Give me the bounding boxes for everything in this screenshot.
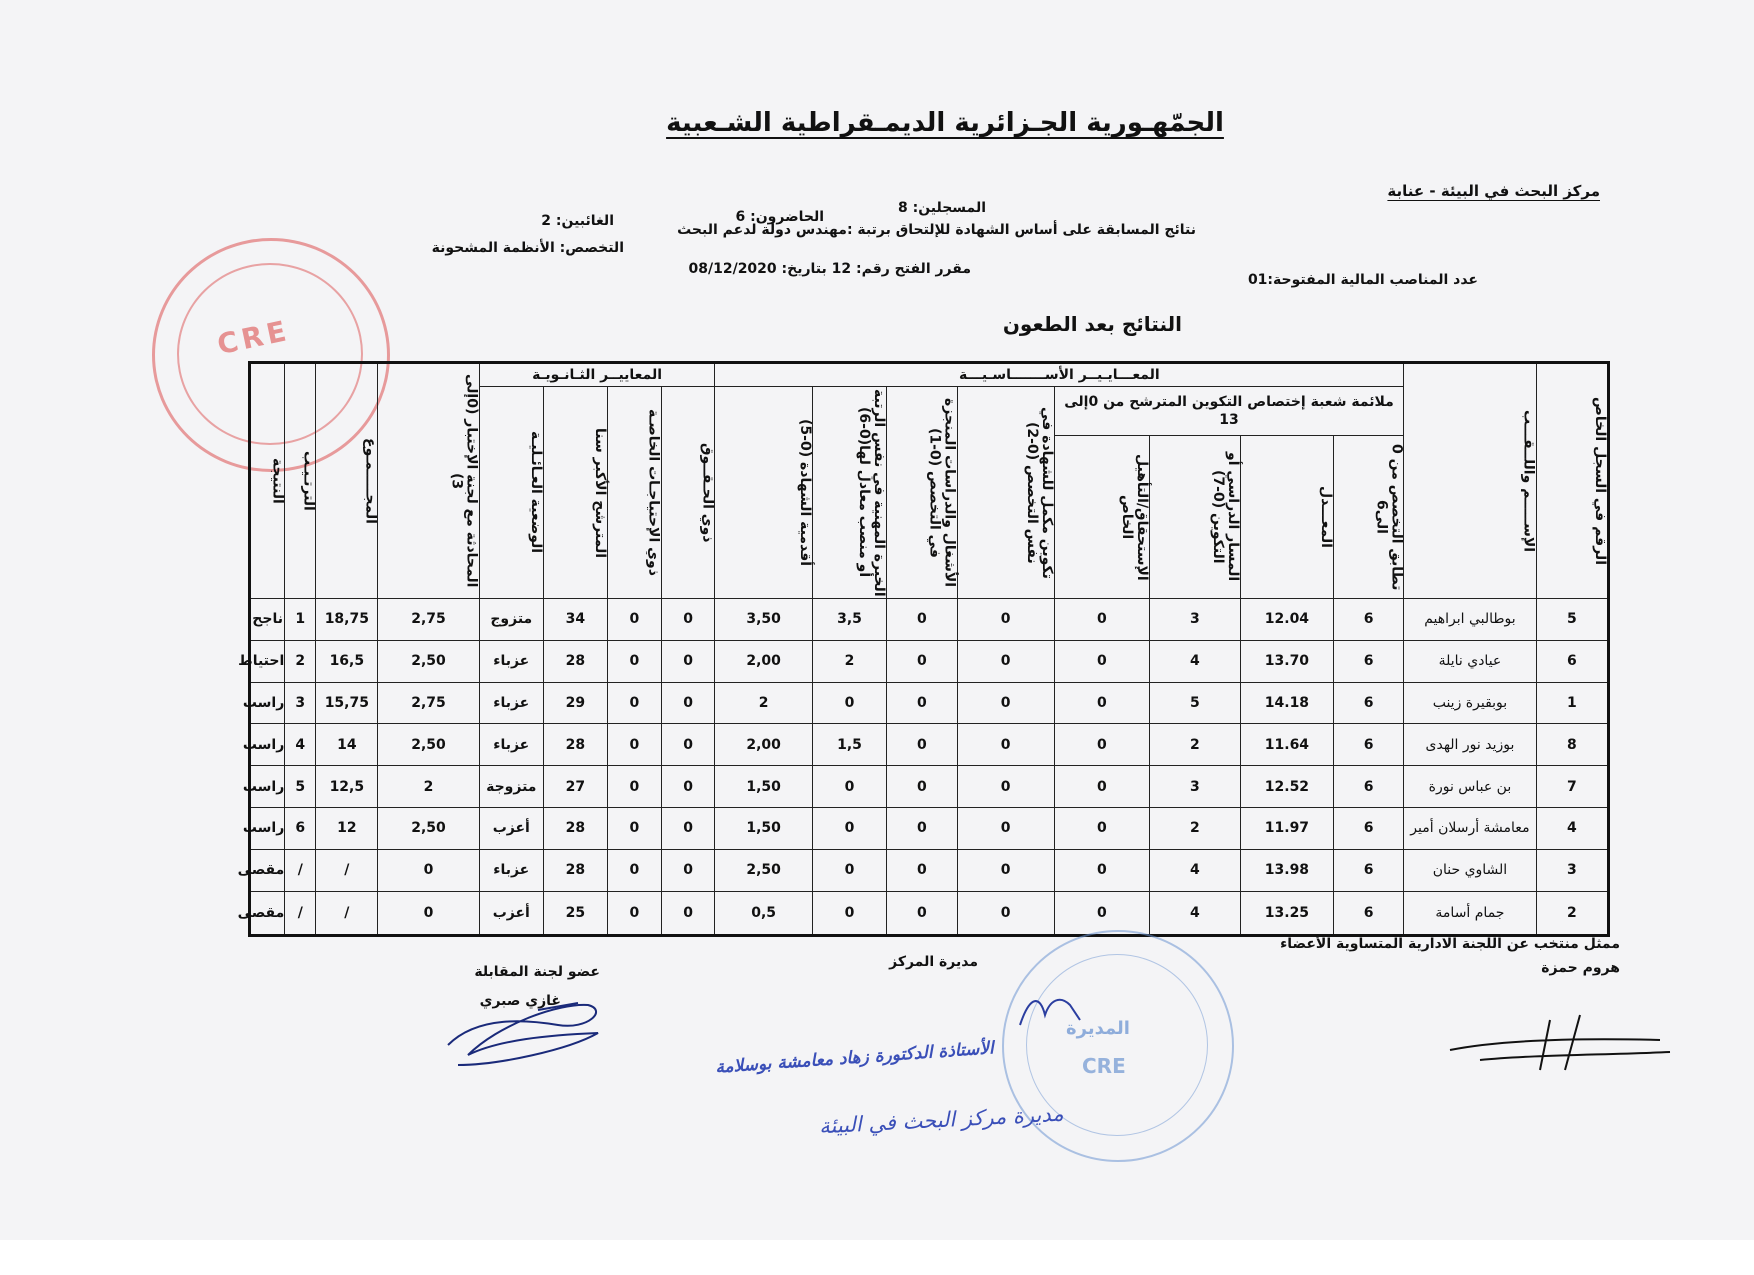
row-age: 25 [543,891,607,935]
present-count: الحاضرون: 6 [735,209,824,225]
row-seniority: 2,00 [715,640,812,682]
header-experience: الخبرة المهنية في نفس الرتبة أو منصب معادل لها(0-6) [812,387,886,599]
results-subtitle: النتائج بعد الطعون [1002,312,1182,336]
row-average: 13.25 [1240,891,1333,935]
row-interview: 2 [378,766,479,808]
row-reg-no: 4 [1536,808,1608,850]
header-family: الوضعية العـائـليـة [479,387,543,599]
row-reg-no: 7 [1536,766,1608,808]
row-total: 12 [316,808,378,850]
header-interview: المحادثة مع لجنة الإختبار (0إلى 3) [378,363,479,599]
row-name: بوبقيرة زينب [1404,682,1536,724]
row-path: 4 [1149,640,1240,682]
jury-name: غازي صبري [479,993,561,1009]
row-family: عزباء [479,682,543,724]
republic-title: الجمّهـورية الجـزائرية الديمـقراطية الشـعبية [666,108,1224,138]
row-experience: 0 [812,891,886,935]
row-seniority: 2,00 [715,724,812,766]
row-training: 0 [957,599,1054,641]
row-path: 5 [1149,682,1240,724]
row-special-needs: 0 [607,849,661,891]
director-title-ink: مديرة مركز البحث في البيئة [818,1101,1065,1139]
row-path: 4 [1149,891,1240,935]
row-rank: / [285,849,316,891]
row-training: 0 [957,766,1054,808]
row-name: بوطالبي ابراهيم [1404,599,1536,641]
row-works: 0 [887,640,957,682]
row-interview: 0 [378,849,479,891]
header-extra: الإستحقاق/التأهيل الخاص [1054,436,1149,599]
row-reg-no: 3 [1536,849,1608,891]
row-rank: 6 [285,808,316,850]
row-family: عزباء [479,724,543,766]
row-match: 6 [1333,891,1403,935]
header-special-needs: ذوي الإحتياجـات الخاصـة [607,387,661,599]
row-reg-no: 2 [1536,891,1608,935]
row-interview: 2,50 [378,724,479,766]
table-row [250,891,1609,935]
row-result: مقصى [250,849,285,891]
row-extra: 0 [1054,808,1149,850]
row-training: 0 [957,891,1054,935]
row-age: 27 [543,766,607,808]
row-path: 2 [1149,808,1240,850]
row-experience: 2 [812,640,886,682]
row-reg-no: 6 [1536,640,1608,682]
row-match: 6 [1333,640,1403,682]
row-training: 0 [957,682,1054,724]
row-total: 14 [316,724,378,766]
row-rank: 1 [285,599,316,641]
row-name: جمام أسامة [1404,891,1536,935]
header-secondary-criteria: المعاييــر الثـانـويـة [479,363,715,387]
row-average: 11.97 [1240,808,1333,850]
header-oldest: المترشح الأكبر سنا [543,387,607,599]
row-special-needs: 0 [607,891,661,935]
row-path: 2 [1149,724,1240,766]
director-title: مديرة المركز [889,954,978,970]
open-positions: عدد المناصب المالية المفتوحة:01 [1247,272,1478,288]
row-family: أعزب [479,891,543,935]
row-result: ناجح [250,599,285,641]
row-seniority: 3,50 [715,599,812,641]
table-row [250,808,1609,850]
member-name: هروم حمزة [1541,960,1620,976]
header-path: المسار الدراسي أو التكوين (0-7) [1149,436,1240,599]
row-interview: 2,50 [378,640,479,682]
header-training: تكوين مكمل للشهادة في نفس التخصص (0-2) [957,387,1054,599]
results-description: نتائج المسابقة على أساس الشهادة للإلتحاق برتبة :مهندس دولة لدعم البحث [677,222,1196,238]
director-signature [1010,985,1090,1035]
row-special-needs: 0 [607,724,661,766]
row-total: 18,75 [316,599,378,641]
row-training: 0 [957,724,1054,766]
row-seniority: 2 [715,682,812,724]
row-age: 34 [543,599,607,641]
row-works: 0 [887,682,957,724]
row-training: 0 [957,808,1054,850]
row-age: 29 [543,682,607,724]
row-rights: 0 [661,766,715,808]
row-total: / [316,849,378,891]
header-basic-criteria: المعـــايـيــر الأســـــــاسـيـــة [715,363,1404,387]
row-extra: 0 [1054,891,1149,935]
center-name: مركز البحث في البيئة - عنابة [1387,182,1600,200]
row-rights: 0 [661,599,715,641]
table-row [250,640,1609,682]
row-experience: 0 [812,849,886,891]
table-row [250,682,1609,724]
scan-bottom-margin [0,1240,1754,1275]
row-extra: 0 [1054,599,1149,641]
row-experience: 0 [812,808,886,850]
row-match: 6 [1333,849,1403,891]
row-age: 28 [543,724,607,766]
row-match: 6 [1333,808,1403,850]
row-extra: 0 [1054,640,1149,682]
row-extra: 0 [1054,766,1149,808]
row-path: 4 [1149,849,1240,891]
row-extra: 0 [1054,724,1149,766]
table-row [250,599,1609,641]
row-result: راسب [250,682,285,724]
row-interview: 0 [378,891,479,935]
row-average: 13.98 [1240,849,1333,891]
row-experience: 0 [812,682,886,724]
row-training: 0 [957,849,1054,891]
row-experience: 0 [812,766,886,808]
row-match: 6 [1333,724,1403,766]
row-works: 0 [887,808,957,850]
header-suitability: ملائمة شعبة إختصاص التكوين المترشح من 0إلى 13 [1054,387,1404,436]
row-special-needs: 0 [607,766,661,808]
row-match: 6 [1333,682,1403,724]
row-family: أعزب [479,808,543,850]
row-name: بوزيد نور الهدى [1404,724,1536,766]
row-average: 14.18 [1240,682,1333,724]
header-total: المجـــــمـوع [316,363,378,599]
row-rights: 0 [661,724,715,766]
header-match: تطابق التخصص من 0 الى6 [1333,436,1403,599]
row-result: راسب [250,808,285,850]
row-works: 0 [887,766,957,808]
row-name: معامشة أرسلان أمير [1404,808,1536,850]
row-rank: 4 [285,724,316,766]
table-row [250,849,1609,891]
table-row [250,766,1609,808]
jury-title: عضو لجنة المقابلة [474,964,600,980]
header-name: الإســـــم واللــقـــب [1404,363,1536,599]
row-rights: 0 [661,682,715,724]
row-rank: 2 [285,640,316,682]
row-result: مقصى [250,891,285,935]
row-special-needs: 0 [607,808,661,850]
row-match: 6 [1333,599,1403,641]
row-average: 13.70 [1240,640,1333,682]
results-table [237,361,1610,937]
row-total: 16,5 [316,640,378,682]
row-age: 28 [543,808,607,850]
row-special-needs: 0 [607,682,661,724]
red-official-stamp: CRE [152,238,390,472]
row-result: احتياط [250,640,285,682]
row-family: متزوجة [479,766,543,808]
row-interview: 2,50 [378,808,479,850]
row-rank: 3 [285,682,316,724]
row-extra: 0 [1054,682,1149,724]
header-works: الأشغال والدراسات المنجزة في التخصص (0-1) [887,387,957,599]
row-result: راسب [250,766,285,808]
row-rights: 0 [661,849,715,891]
row-interview: 2,75 [378,682,479,724]
row-path: 3 [1149,766,1240,808]
row-result: راسب [250,724,285,766]
jury-signature [438,995,618,1075]
row-total: 15,75 [316,682,378,724]
member-title: ممثل منتخب عن اللجنة الادارية المتساوية الأعضاء [1280,936,1620,952]
row-rank: / [285,891,316,935]
director-name-ink: الأستاذة الدكتورة زهاد معامشة بوسلامة [714,1038,995,1078]
row-name: بن عباس نورة [1404,766,1536,808]
row-special-needs: 0 [607,599,661,641]
absent-count: الغائبين: 2 [541,213,614,229]
row-extra: 0 [1054,849,1149,891]
row-family: متزوج [479,599,543,641]
header-average: المعـــدل [1240,436,1333,599]
header-seniority: أقدمية الشهادة (0-5) [715,387,812,599]
row-interview: 2,75 [378,599,479,641]
row-seniority: 1,50 [715,808,812,850]
row-seniority: 1,50 [715,766,812,808]
row-special-needs: 0 [607,640,661,682]
table-row [250,724,1609,766]
row-name: الشاوي حنان [1404,849,1536,891]
opening-decision: مقرر الفتح رقم: 12 بتاريخ: 08/12/2020 [688,261,971,277]
row-experience: 1,5 [812,724,886,766]
header-result: النتيجة [250,363,285,599]
registered-count: المسجلين: 8 [897,200,986,216]
member-signature [1440,1010,1680,1080]
row-total: 12,5 [316,766,378,808]
row-works: 0 [887,599,957,641]
header-rights: ذوي الحـقــوق [661,387,715,599]
blue-official-stamp: المديرة CRE [1002,930,1234,1162]
row-works: 0 [887,724,957,766]
row-age: 28 [543,849,607,891]
row-family: عزباء [479,849,543,891]
row-rank: 5 [285,766,316,808]
row-reg-no: 5 [1536,599,1608,641]
row-match: 6 [1333,766,1403,808]
row-rights: 0 [661,640,715,682]
row-average: 11.64 [1240,724,1333,766]
row-experience: 3,5 [812,599,886,641]
row-seniority: 0,5 [715,891,812,935]
row-family: عزباء [479,640,543,682]
row-reg-no: 8 [1536,724,1608,766]
row-name: عيادي نايلة [1404,640,1536,682]
row-seniority: 2,50 [715,849,812,891]
specialty: التخصص: الأنظمة المشحونة [431,240,624,256]
row-average: 12.52 [1240,766,1333,808]
header-reg-no: الرقم في السجل الخاص [1536,363,1608,599]
row-works: 0 [887,891,957,935]
row-age: 28 [543,640,607,682]
row-rights: 0 [661,808,715,850]
row-training: 0 [957,640,1054,682]
row-total: / [316,891,378,935]
row-rights: 0 [661,891,715,935]
row-path: 3 [1149,599,1240,641]
header-rank: الترتـيـب [285,363,316,599]
row-works: 0 [887,849,957,891]
row-average: 12.04 [1240,599,1333,641]
row-reg-no: 1 [1536,682,1608,724]
